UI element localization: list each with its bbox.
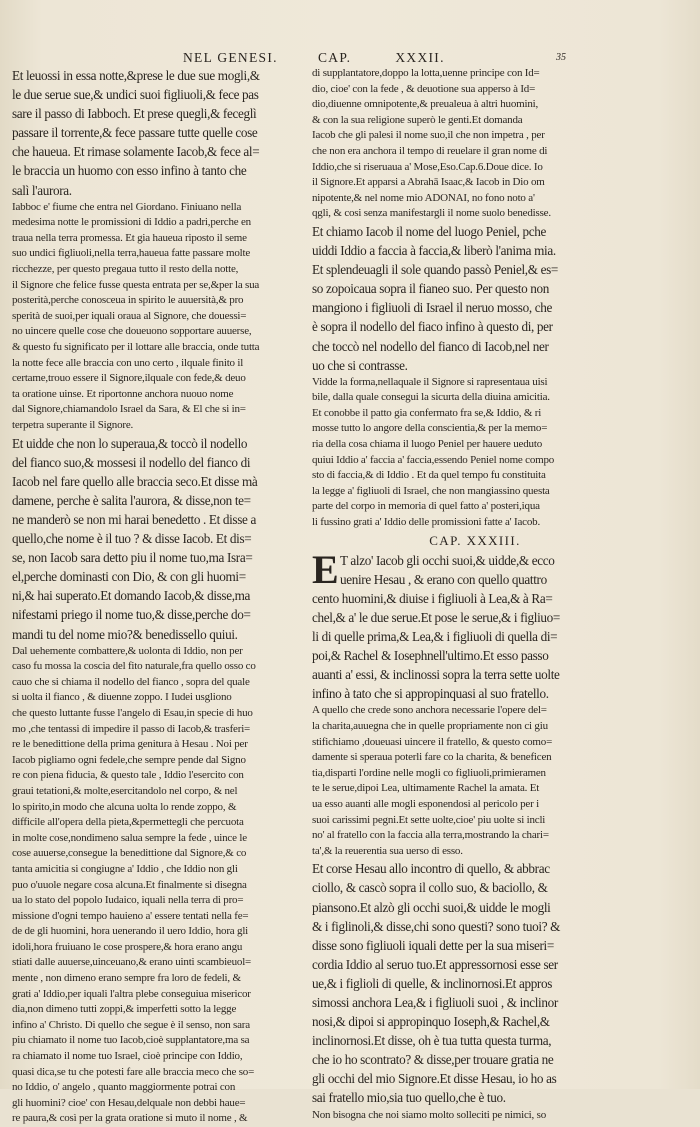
commentary-line: mosse tutto lo angore della conscientia,& per la memo= [312,422,548,435]
commentary-line: Iabboc e' fiume che entra nel Giordano. Finiuano nella [12,200,242,213]
commentary-line: stifichiamo ,doueuasi uincere il fratello, & questo como= [312,735,553,748]
commentary-line: missione d'ogni tempo hauieno a' essere tentati nella fe= [12,909,249,922]
scripture-line: le braccia un huomo con esso infino à tanto che [12,163,247,179]
commentary-line: cauo che si chiama il nodello del fianco , sopra del quale [12,675,250,688]
right-text-column [312,66,598,1121]
commentary-line: difficile all'opera della pieta,&permettegli che percuota [12,816,244,829]
scripture-line: li di quelle prima,& Lea,& i figliuoli di quella di= [312,629,558,644]
scripture-line: uiddi Iddio a faccia à faccia,& liberò l'anima mia. [312,243,556,259]
commentary-line: & con la sua religione superò le genti.Et domanda [312,113,523,126]
scripture-line: Et leuossi in essa notte,&prese le due sue mogli,& [12,68,260,83]
scripture-line: che toccò nel nodello del fianco di Iacob,nel ner [312,338,549,354]
commentary-line: ua esso auanti alle mogli esponendosi al pericolo per i [312,797,539,810]
scripture-line: disse sono figliuoli iquali dette per la sua miseri= [312,937,554,953]
commentary-line: posterità,perche conosceua in spirito le auuersità,& pro [12,294,244,307]
scripture-line: Et splendeuagli il sole quando passò Peniel,& es= [312,262,558,278]
chapter-heading [318,50,445,66]
chapter-number: XXXII. [395,50,445,65]
commentary-line: che non era anchora il tempo di reuelare il gran nome di [312,144,548,157]
commentary-line: la legge a' figliuoli di Israel, che non mangiassino questa [312,484,550,497]
commentary-line: idoli,hora fruiuano le cose prospere,& hora erano angu [12,940,243,953]
commentary-line: sperità de suoi,per iquali oraua al Signore, che douessi= [12,309,247,322]
commentary-line: il Signore.Et apparsi a Abrahā Isaac,& Iacob in Dio om [312,176,545,189]
commentary-line: gli huomini? cioe' con Hesau,delquale non debbi haue= [12,1096,246,1109]
scripture-line: simossi anchora Lea,& i figliuoli suoi , & inclinor [312,994,558,1010]
page-number: 35 [556,52,566,63]
commentary-line: ricchezze, per questo pregaua tutto il resto della notte, [12,263,239,276]
scripture-line: damene, perche è salita l'aurora, & disse,non te= [12,492,251,508]
scripture-line: è sopra il nodello del fiaco infino à questo di, per [312,319,553,335]
commentary-line: Vidde la forma,nellaquale il Signore si rapresentaua uisi [312,375,548,388]
commentary-line: ria della cosa chiama il luogo Peniel per hauere ueduto [312,438,542,451]
scripture-line: cento huomini,& diuise i figliuoli à Lea,& à Ra= [312,590,553,606]
commentary-line: ra chiamato il nome tuo Israel, cioè principe con Iddio, [12,1050,243,1063]
commentary-line: parte del corpo in memoria di quel fatto a' posteri,iqua [312,500,540,513]
commentary-line: re paura,& così per la grata oratione si muto il nome , & [12,1112,248,1125]
chapter-label: CAP. [318,50,352,65]
commentary-line: si uolta il fianco , & diuenne zoppo. I Iudei usgliono [12,691,232,704]
scripture-line: ue,& i figlioli di quelle, & inclinornosi.Et appros [312,975,553,991]
scripture-line: gli occhi del mio Signore.Et disse Hesau, io ho as [312,1071,557,1087]
scripture-line: uenire Hesau , & erano con quello quattro [340,571,547,587]
scripture-line: Et uidde che non lo superaua,& toccò il nodello [12,435,248,451]
commentary-line: re con piena fiducia, & questo tale , Iddio l'esercito con [12,769,244,782]
commentary-line: ta oratione uinse. Et riportonne anchora nuouo nome [12,387,234,400]
commentary-line: re le benedittione della prima genitura à Hesau . Noi per [12,738,248,751]
commentary-line: medesima notte le promissioni di Iddio a padri,perche en [12,216,251,229]
scripture-line: Iacob nel fare quello alle braccia seco.Et disse mà [12,473,258,489]
scripture-line: nosi,& dipoi si appropinquo Ioseph,& Rachel,& [312,1014,550,1030]
commentary-line: dio,diuenne omnipotente,& preualeua à altri huomini, [312,98,539,111]
scripture-line: che io ho scontrato? & disse,per trouare gratia ne [312,1052,554,1068]
commentary-line: caso fu mossa la coscia del fito naturale,fra quello osso co [12,660,256,673]
commentary-line: li fussino grati a' Iddio delle promissioni fatte a' Iacob. [312,516,540,529]
commentary-line: terpetra superante il Signore. [12,418,134,431]
scripture-line: quello,che nome è il tuo ? & disse Iacob. Et dis= [12,531,252,547]
commentary-line: A quello che crede sono anchora necessarie l'opere del= [312,704,547,717]
commentary-line: graui tetationi,& molte,esercitandolo nel corpo, & nel [12,784,238,797]
scripture-line: Et chiamo Iacob il nome del luogo Peniel, pche [312,223,547,239]
scripture-line: passare il torrente,& fece passare tutte quelle cose [12,125,258,141]
commentary-line: & questo fu significato per il lottare alle braccia, onde tutta [12,341,260,353]
scripture-line: sai fratello mio,sia tuo quello,che è tuo. [312,1090,506,1106]
commentary-line: il Signore che felice fusse questa entrata per se,&per la sua [12,278,260,291]
scripture-line: uo che si contrasse. [312,357,408,373]
scripture-line: piansono.Et alzò gli occhi suoi,& uidde le mogli [312,899,551,915]
commentary-line: quasi dica,se tu che potesti fare alle braccia meco che so= [12,1065,255,1078]
commentary-line: tia,disparti l'ordine nelle mogli co figliuoli,primieramen [312,766,546,779]
commentary-line: ta',& la reuerentia sua uerso di esso. [312,844,463,857]
drop-cap: E [312,546,339,592]
commentary-line: in molte cose,nondimeno salua sempre la fede , uince le [12,831,247,844]
scripture-line: mandi tu del nome mio?& benedissello quiui. [12,626,238,642]
commentary-line: sto di faccia,& di Iddio . Et da quel tempo fu constituita [312,469,546,482]
commentary-line: dal Signore,chiamandolo Israel da Sara, & El che si in= [12,403,246,416]
scripture-line: ni,& hai superato.Et domando Iacob,& disse,ma [12,588,251,604]
commentary-line: la charita,auuegna che in quelle propriamente non ci giu [312,719,548,732]
scripture-line: mangiono i figliuoli di Israel il neruo mosso, che [312,300,552,316]
commentary-line: suo undici figliuoli,nella terra,haueua fatte passare molte [12,247,251,260]
scripture-line: poi,& Rachel & Iosephnell'ultimo.Et esso passo [312,648,549,664]
commentary-line: tanta amicitia si congiugne a' Iddio , che Iddio non gli [12,862,238,875]
scripture-line: Et corse Hesau allo incontro di quello, & abbrac [312,861,550,877]
commentary-line: qgli, & cosi senza manifestargli il nome suolo benedisse. [312,207,551,220]
commentary-line: certame,trouo essere il Signore,ilquale con fede,& deuo [12,372,246,385]
scripture-line: auanti a' essi, & inclinossi sopra la terra sette uolte [312,667,560,683]
commentary-line: di supplantatore,doppo la lotta,uenne principe con Id= [312,67,540,79]
commentary-line: Et conobbe il patto gia confermato fra se,& Iddio, & ri [312,406,542,419]
scripture-line: ciollo, & cascò sopra il collo suo, & baciollo, & [312,880,548,896]
scripture-line: so zopoicaua sopra il fianeo suo. Per questo non [312,281,550,297]
commentary-line: dio, cioe' con la fede , & deuotione sua apperso à Id= [312,82,536,95]
scripture-line: inclinornosi.Et disse, oh è tua tutta questa turma, [312,1033,552,1049]
commentary-line: cose auuerse,consegue la benedittione dal Signore,& co [12,847,247,860]
commentary-line: no uincere quelle cose che doueuono sopportare auuerse, [12,325,252,338]
commentary-line: te le serue,dipoi Lea, ultimamente Rachel la amata. Et [312,782,540,795]
commentary-line: grati a' Iddio,per iquali l'altra plebe conseguiua misericor [12,987,251,1000]
scripture-line: & i figlinoli,& disse,chi sono questi? sono tuoi? & [312,918,561,934]
commentary-line: mo ,che tentassi di impedire il passo di Iacob,& trasferi= [12,722,251,735]
commentary-line: quiui Iddio a' faccia a' faccia,essendo Peniel nome compo [312,453,555,466]
commentary-line: no Iddio, o' angelo , quanto maggiormente potrai con [12,1081,236,1094]
commentary-line: la notte fece alle braccia con uno certo , ilquale finito il [12,356,244,369]
commentary-line: piu chiamato il nome tuo Iacob,cioè supplantatore,ma sa [12,1034,250,1047]
commentary-line: che questo luttante fusse l'angelo di Esau,in specie di huo [12,706,253,719]
scripture-line: che haueua. Et rimase solamente Iacob,& fece al= [12,144,260,160]
scripture-line: cordia Iddio al seruo tuo.Et appressornosi esse ser [312,956,558,972]
chapter-title: CAP. XXXIII. [429,532,521,548]
commentary-line: no' al fratello con la faccia alla terra,mostrando la chari= [312,829,549,842]
commentary-line: Iacob che gli palesi il nome suo,il che non impetra , per [312,129,545,142]
commentary-line: Dal uehemente combattere,& uolonta di Iddio, non per [12,644,243,657]
commentary-line: Non bisogna che noi siamo molto solleciti pe nimici, so [312,1108,547,1121]
commentary-line: Iacob pigliamo ogni fedele,che sempre pende dal Signo [12,753,246,766]
scripture-line: sare il passo di Iabboch. Et prese quegli,& feceglì [12,106,257,122]
scripture-line: del fianco suo,& mossesi il nodello del fianco di [12,454,251,470]
commentary-line: puo o'uuole negare cosa alcuna.Et finalmente si disegna [12,878,247,891]
book-title: NEL GENESI. [183,50,278,65]
scripture-line: le due serue sue,& undici suoi figliuoli,& fece pas [12,87,259,103]
commentary-line: suoi carissimi pegni.Et sette uolte,cioe' piu uolte si incli [312,813,546,826]
scripture-line: ne manderò se non mi harai benedetto . Et disse a [12,511,256,527]
commentary-line: infino a' Christo. Di quello che segue è il senso, non sara [12,1018,250,1031]
commentary-line: Iddio,che si riseruaua a' Mose,Eso.Cap.6.Doue dice. Io [312,160,543,173]
scripture-line: el,perche dominasti con Dio, & con gli huomi= [12,569,246,585]
commentary-line: traua nella terra promessa. Et gia haueua riposto il seme [12,231,247,244]
commentary-line: lo spirito,in modo che alcuna uolta lo rende zoppo, & [12,800,237,813]
scripture-line: nifestami priego il nome tuo,& disse,perche do= [12,607,251,623]
scripture-line: salì l'aurora. [12,182,72,198]
scripture-line: T alzo' Iacob gli occhi suoi,& uidde,& ecco [340,552,555,568]
commentary-line: de de gli huomini, hora uenerando il uero Iddio, hora gli [12,925,249,938]
scripture-line: chel,& a' le due serue.Et pose le serue,& i figliuo= [312,609,560,625]
commentary-line: bile, dalla quale consegui la sicurta della diuina amicitia. [312,391,550,404]
commentary-line: dia,non dimeno tutti zoppi,& imperfetti sotto la legge [12,1003,237,1016]
commentary-line: stiati dalle auuerse,uinceuano,& erano uinti scambieuol= [12,956,252,969]
commentary-line: ua lo stato del popolo Iudaico, iquali nella terra di pro= [12,894,244,907]
left-text-column [12,66,309,1125]
scripture-line: se, non Iacob sara detto piu il nome tuo,ma Isra= [12,550,253,566]
commentary-line: damente si speraua poterli fare co la charita, & beneficen [312,751,552,764]
commentary-line: nipotente,& nel nome mio ADONAI, no fono noto a' [312,191,535,204]
scripture-line: infino à tato che si appropinquasi al suo fratello. [312,686,549,702]
commentary-line: mente , non dimeno erano sempre fra loro de fedeli, & [12,972,241,985]
